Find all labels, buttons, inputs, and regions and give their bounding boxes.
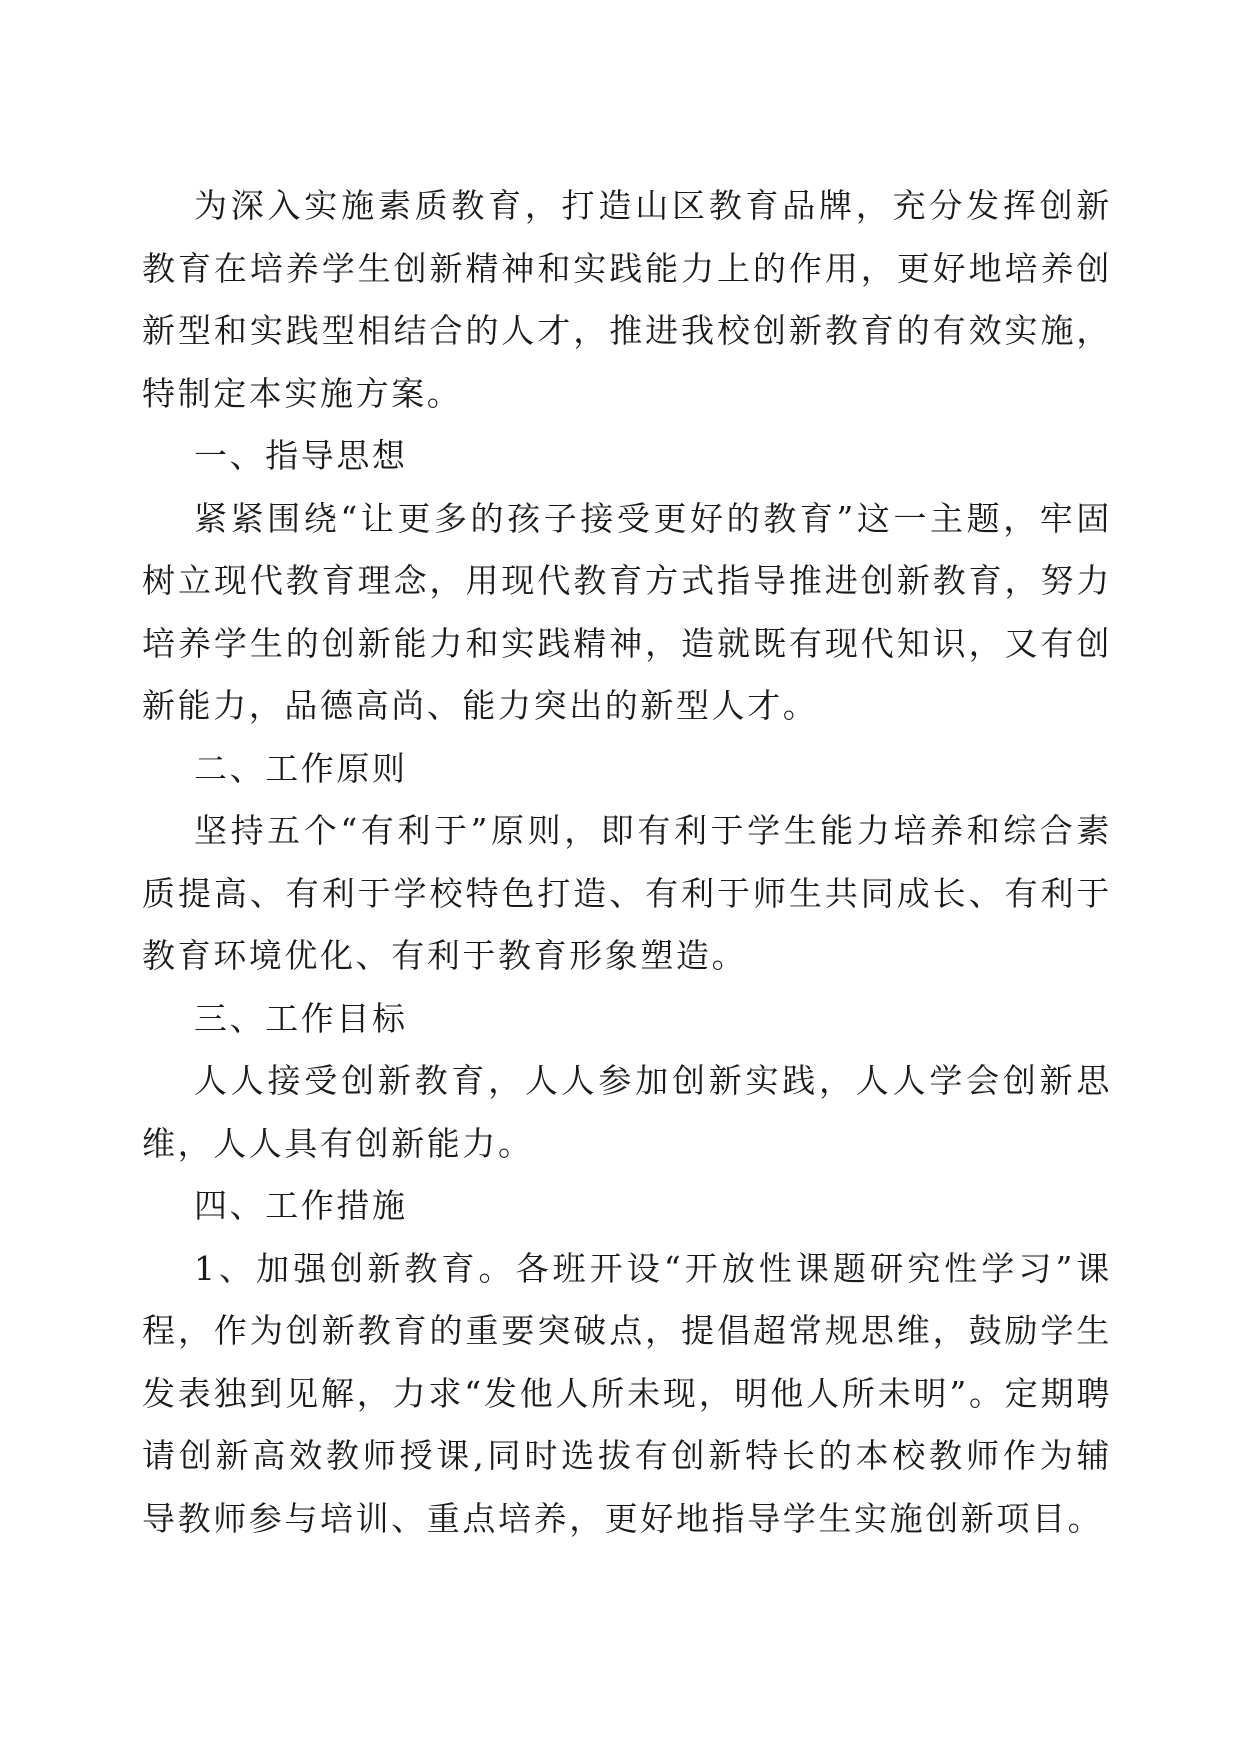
section-heading-work-principles: 二、工作原则 bbox=[194, 748, 408, 788]
section-heading-guiding-ideology: 一、指导思想 bbox=[194, 436, 408, 475]
document-body bbox=[142, 175, 1112, 1550]
section-heading-work-goals: 三、工作目标 bbox=[194, 998, 408, 1038]
intro-paragraph: 为深入实施素质教育，打造山区教育品牌，充分发挥创新教育在培养学生创新精神和实践能力上的作用，更好地培养创新型和实践型相结合的人才，推进我校创新教育的有效实施，特制定本实施方案。 bbox=[142, 186, 1112, 413]
section-paragraph-work-goals: 人人接受创新教育，人人参加创新实践，人人学会创新思维，人人具有创新能力。 bbox=[142, 1061, 1112, 1163]
section-heading-work-measures: 四、工作措施 bbox=[194, 1186, 408, 1225]
section-paragraph-guiding-ideology: 紧紧围绕“让更多的孩子接受更好的教育”这一主题，牢固树立现代教育理念，用现代教育方式指导推进创新教育，努力培养学生的创新能力和实践精神，造就既有现代知识，又有创新能力，品德高尚、能力突出的新型人才。 bbox=[142, 498, 1112, 725]
section-paragraph-work-measures: 1、加强创新教育。各班开设“开放性课题研究性学习”课程，作为创新教育的重要突破点，提倡超常规思维，鼓励学生发表独到见解，力求“发他人所未现，明他人所未明”。定期聘请创新高效教师授课,同时选拔有创新特长的本校教师作为辅导教师参与培训、重点培养，更好地指导学生实施创新项目。 bbox=[142, 1248, 1112, 1538]
section-paragraph-work-principles: 坚持五个“有利于”原则，即有利于学生能力培养和综合素质提高、有利于学校特色打造、有利于师生共同成长、有利于教育环境优化、有利于教育形象塑造。 bbox=[142, 811, 1112, 975]
